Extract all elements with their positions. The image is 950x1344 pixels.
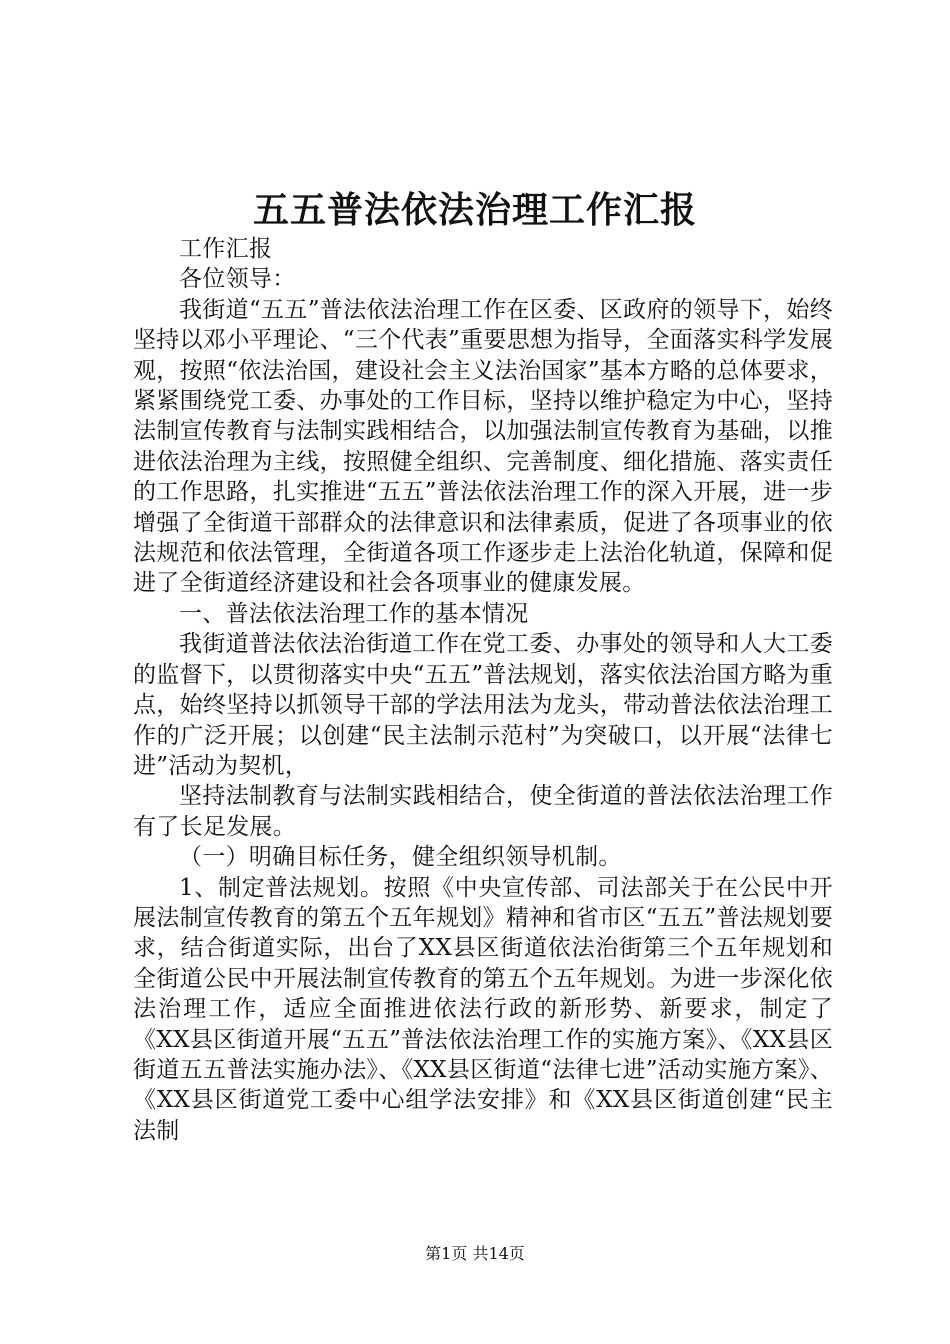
paragraph-basic-situation: 我街道普法依法治街道工作在党工委、办事处的领导和人大工委的监督下，以贯彻落实中央“五五”普法规划，落实依法治国方略为重点，始终坚持以抓领导干部的学法用法为龙头，带动普法依法治理工作的广泛开展；以创建“民主法制示范村”为突破口，以开展“法律七进”活动为契机，	[133, 631, 833, 779]
section-heading-1: 一、普法依法治理工作的基本情况	[179, 600, 529, 627]
page-number-footer: 第1页 共14页	[425, 1244, 525, 1263]
subsection-heading-1: （一）明确目标任务，健全组织领导机制。	[179, 844, 622, 871]
paragraph-intro: 我街道“五五”普法依法治理工作在区委、区政府的领导下，始终坚持以邓小平理论、“三个代表”重要思想为指导，全面落实科学发展观，按照“依法治国，建设社会主义法治国家”基本方略的总体要求，紧紧围绕党工委、办事处的工作目标，坚持以维护稳定为中心，坚持法制宣传教育与法制实践相结合，以加强法制宣传教育为基础，以推进依法治理为主线，按照健全组织、完善制度、细化措施、落实责任的工作思路，扎实推进“五五”普法依法治理工作的深入开展，进一步增强了全街道干部群众的法律意识和法律素质，促进了各项事业的依法规范和依法管理，全街道各项工作逐步走上法治化轨道，保障和促进了全街道经济建设和社会各项事业的健康发展。	[133, 296, 833, 597]
paragraph-continuation: 坚持法制教育与法制实践相结合，使全街道的普法依法治理工作有了长足发展。	[133, 783, 833, 840]
document-title: 五五普法依法治理工作汇报	[252, 189, 697, 231]
document-body	[133, 234, 833, 1146]
paragraph-salutation: 各位领导：	[179, 266, 296, 293]
paragraph-plan: 1、制定普法规划。按照《中央宣传部、司法部关于在公民中开展法制宣传教育的第五个五年规划》精神和省市区“五五”普法规划要求，结合街道实际，出台了XX县区街道依法治街第三个五年规划和全街道公民中开展法制宣传教育的第五个五年规划。为进一步深化依法治理工作，适应全面推进依法行政的新形势、新要求，制定了《XX县区街道开展“五五”普法依法治理工作的实施方案》、《XX县区街道五五普法实施办法》、《XX县区街道“法律七进”活动实施方案》、《XX县区街道党工委中心组学法安排》和《XX县区街道创建“民主法制	[133, 874, 833, 1144]
paragraph-heading-label: 工作汇报	[179, 236, 273, 262]
